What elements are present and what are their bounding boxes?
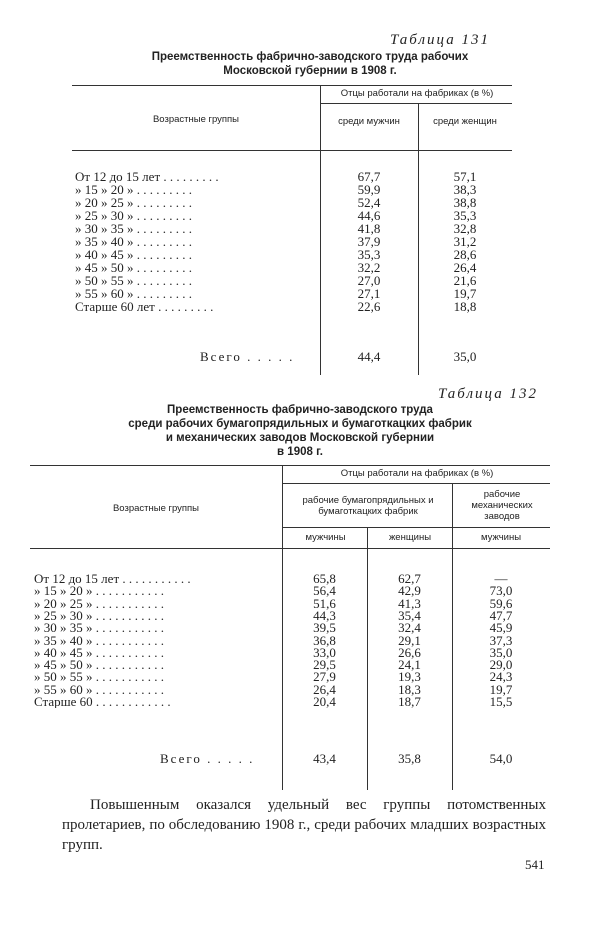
table-132-cell: 18,3: [398, 681, 421, 697]
table-131-cell: 28,6: [453, 247, 477, 262]
table-132-cell: 56,4: [313, 583, 336, 599]
table-132-title-line-2: среди рабочих бумагопрядильных и бумаготкацких фабрик: [128, 418, 472, 430]
table-131-cell: 38,8: [453, 195, 477, 210]
table-131-label: Таблица 131: [390, 32, 490, 48]
page-number: 541: [525, 857, 545, 872]
table-132-total-women-textile: 35,8: [398, 751, 421, 766]
table-132-col-header-women-textile: женщины: [388, 532, 432, 543]
table-131-cell: 19,7: [453, 286, 477, 301]
table-132-sub-group-textile: рабочие бумагопрядильных и бумаготкацких фабрик: [302, 495, 434, 517]
table-132-row-label: » 35 » 40 » . . . . . . . . . . .: [34, 633, 164, 647]
body-paragraph: Повышенным оказался удельный вес группы потомственных пролетариев, по обследованию 1908 г., среди рабочих младших возрастных групп.: [62, 797, 546, 853]
table-131-row-label: » 20 » 25 » . . . . . . . . .: [75, 196, 192, 209]
table-131-row-label: Старше 60 лет . . . . . . . . .: [75, 300, 214, 313]
table-132-cell: 18,7: [398, 694, 421, 709]
table-132-cell: 33,0: [313, 644, 336, 660]
table-132-cell: 42,9: [398, 583, 421, 599]
table-132-row-label: » 45 » 50 » . . . . . . . . . . .: [34, 658, 164, 672]
table-131-col-group-header: Отцы работали на фабриках (в %): [340, 88, 494, 99]
table-132-total-label: Всего . . . . .: [160, 752, 255, 765]
table-131-cell: 32,8: [453, 221, 477, 236]
table-131-title-line-2: Московской губернии в 1908 г.: [223, 65, 397, 77]
table-132-title-line-4: в 1908 г.: [277, 446, 323, 458]
table-132-cell: 73,0: [489, 583, 513, 599]
table-131-cell: 31,2: [453, 234, 477, 249]
table-132-col-header-men-textile: мужчины: [305, 532, 346, 543]
table-131-cell: 38,3: [453, 182, 477, 197]
table-132-cell: 65,8: [313, 571, 336, 586]
table-131-row-label: » 15 » 20 » . . . . . . . . .: [75, 183, 192, 196]
table-132-cell: 20,4: [313, 694, 336, 709]
table-131-cell: 32,2: [357, 260, 381, 275]
table-132-cell: 24,1: [398, 657, 421, 673]
table-132-row-label: » 50 » 55 » . . . . . . . . . . .: [34, 670, 164, 684]
table-132-cell: 59,6: [489, 595, 513, 611]
table-131-row-label: » 30 » 35 » . . . . . . . . .: [75, 222, 192, 235]
table-132-cell: 26,4: [313, 681, 336, 697]
table-131-cell: 52,4: [357, 195, 381, 210]
table-132-cell: 44,3: [313, 607, 336, 623]
table-131-row-label: » 50 » 55 » . . . . . . . . .: [75, 274, 192, 287]
table-131-cell: 27,0: [357, 273, 381, 288]
table-132-cell: 37,3: [489, 632, 513, 648]
table-131-title-line-1: Преемственность фабрично-заводского труда рабочих: [151, 51, 469, 63]
table-132-row-header: Возрастные группы: [112, 503, 200, 514]
table-132-cell: 32,4: [398, 620, 421, 636]
table-132-row-label: » 25 » 30 » . . . . . . . . . . .: [34, 608, 164, 622]
table-132-row-label: Старше 60 . . . . . . . . . . . .: [34, 695, 171, 708]
table-131-cell: 18,8: [453, 299, 477, 314]
table-132-title-line-1: Преемственность фабрично-заводского труда: [167, 404, 433, 416]
table-131-cell: 27,1: [357, 286, 381, 301]
table-132-cell: 47,7: [489, 607, 513, 623]
table-132-cell: 24,3: [489, 669, 513, 685]
table-132-cell: 41,3: [398, 595, 421, 611]
table-132-cell: 26,6: [398, 644, 421, 660]
table-132-row-label: » 40 » 45 » . . . . . . . . . . .: [34, 645, 164, 659]
table-132-cell: 35,4: [398, 607, 421, 623]
table-132-title-line-3: и механических заводов Московской губернии: [165, 432, 435, 444]
table-131-cell: 67,7: [357, 169, 381, 184]
table-131-cell: 57,1: [453, 169, 477, 184]
table-131-row-label: » 55 » 60 » . . . . . . . . .: [75, 287, 192, 300]
table-131-cell: 37,9: [357, 234, 381, 249]
table-131-col-header-women: среди женщин: [433, 116, 497, 127]
table-131-cell: 22,6: [357, 299, 381, 314]
table-132-sub-group-mechanical: рабочие механических заводов: [471, 489, 533, 522]
table-132-cell: 35,0: [489, 644, 513, 660]
table-132-cell: 29,1: [398, 632, 421, 648]
table-131-col-header-men: среди мужчин: [338, 116, 400, 127]
table-132-row-label: » 20 » 25 » . . . . . . . . . . .: [34, 596, 164, 610]
table-132-cell: 29,5: [313, 657, 336, 673]
table-132-cell: 39,5: [313, 620, 336, 636]
table-131-row-header: Возрастные группы: [152, 114, 240, 125]
table-132-row-label: От 12 до 15 лет . . . . . . . . . . .: [34, 572, 191, 585]
table-131-cell: 44,6: [357, 208, 381, 223]
table-132-cell: 29,0: [489, 657, 513, 673]
table-131-cell: 26,4: [453, 260, 477, 275]
table-131-cell: 59,9: [357, 182, 381, 197]
table-132-title: [40, 403, 560, 459]
table-131-row-label: От 12 до 15 лет . . . . . . . . .: [75, 170, 219, 183]
table-132-cell: 19,7: [489, 681, 513, 697]
table-132-col-group-header: Отцы работали на фабриках (в %): [340, 468, 494, 479]
table-132-cell: 45,9: [489, 620, 513, 636]
table-131-total-men: 44,4: [357, 349, 381, 364]
table-131-total-women: 35,0: [453, 349, 477, 364]
table-132-cell: 15,5: [489, 694, 513, 709]
table-132-row-label: » 55 » 60 » . . . . . . . . . . .: [34, 682, 164, 696]
table-132-cell: —: [494, 571, 508, 586]
table-131-cell: 41,8: [357, 221, 381, 236]
table-132-row-label: » 15 » 20 » . . . . . . . . . . .: [34, 584, 164, 598]
table-131-total-label: Всего . . . . .: [200, 350, 295, 363]
table-132-cell: 19,3: [398, 669, 421, 685]
table-131-cell: 35,3: [357, 247, 381, 262]
table-132-cell: 51,6: [313, 595, 336, 611]
table-132-total-men-mechanical: 54,0: [489, 751, 513, 766]
table-131-row-label: » 40 » 45 » . . . . . . . . .: [75, 248, 192, 261]
table-131-cell: 35,3: [453, 208, 477, 223]
table-131-row-label: » 35 » 40 » . . . . . . . . .: [75, 235, 192, 248]
table-131-title: [80, 50, 540, 78]
table-132-label: Таблица 132: [438, 386, 538, 402]
table-132-col-header-men-mechanical: мужчины: [480, 532, 522, 543]
table-131-cell: 21,6: [453, 273, 477, 288]
table-131-row-label: » 25 » 30 » . . . . . . . . .: [75, 209, 192, 222]
table-132-cell: 62,7: [398, 571, 421, 586]
table-132-cell: 36,8: [313, 632, 336, 648]
table-132-row-label: » 30 » 35 » . . . . . . . . . . .: [34, 621, 164, 635]
table-131-row-label: » 45 » 50 » . . . . . . . . .: [75, 261, 192, 274]
table-132-total-men-textile: 43,4: [313, 751, 336, 766]
table-132-cell: 27,9: [313, 669, 336, 685]
